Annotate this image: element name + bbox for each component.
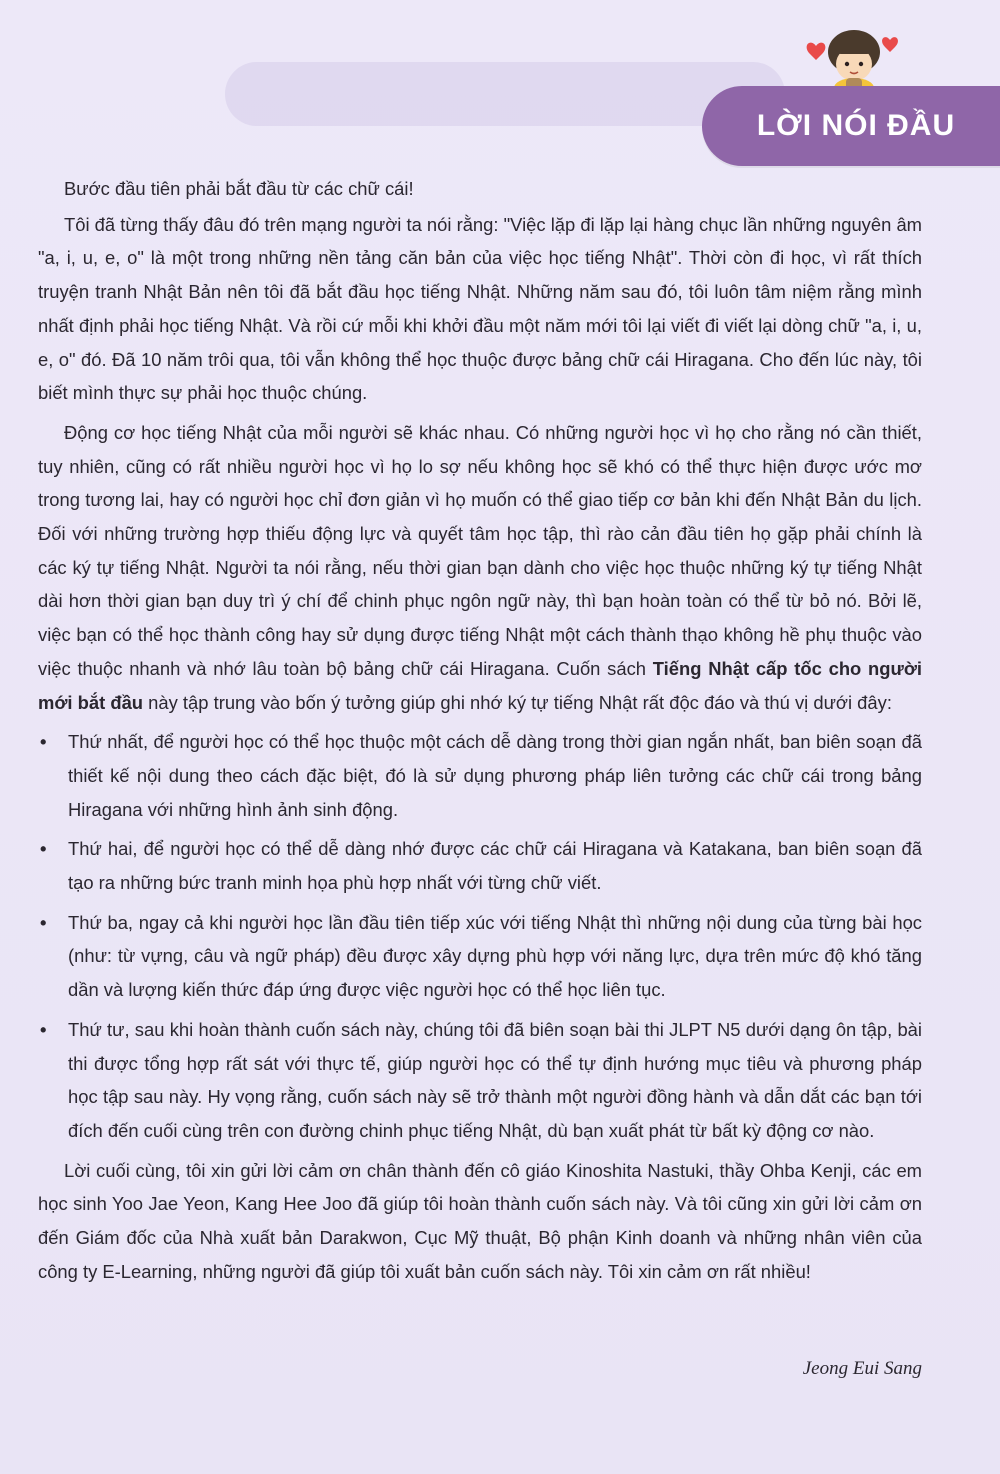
- list-item: [38, 1013, 922, 1148]
- list-item-text: Thứ nhất, để người học có thể học thuộc một cách dễ dàng trong thời gian ngắn nhất, ban biên soạn đã thiết kế nội dung theo cách đặc biệt, đó là sử dụng phương pháp liên tưởng các chữ cái trong bảng Hiragana với những hình ảnh sinh động.: [68, 731, 922, 820]
- list-item: [38, 906, 922, 1007]
- intro-sentence: Bước đầu tiên phải bắt đầu từ các chữ cái!: [64, 178, 414, 199]
- list-item-text: Thứ hai, để người học có thể dễ dàng nhớ được các chữ cái Hiragana và Katakana, ban biên soạn đã tạo ra những bức tranh minh họa phù hợp nhất với từng chữ viết.: [68, 838, 922, 894]
- paragraph-2: [38, 416, 922, 719]
- paragraph-3: Lời cuối cùng, tôi xin gửi lời cảm ơn chân thành đến cô giáo Kinoshita Nastuki, thầy Ohba Kenji, các em học sinh Yoo Jae Yeon, Kang Hee Joo đã giúp tôi hoàn thành cuốn sách này. Và tôi cũng xin gửi lời cảm ơn đến Giám đốc của Nhà xuất bản Darakwon, Cục Mỹ thuật, Bộ phận Kinh doanh và những nhân viên của công ty E-Learning, những người đã giúp tôi xuất bản cuốn sách này. Tôi xin cảm ơn rất nhiều!: [38, 1159, 922, 1282]
- feature-list: [38, 725, 922, 1147]
- list-item: [38, 832, 922, 899]
- paragraph-1: Tôi đã từng thấy đâu đó trên mạng người ta nói rằng: "Việc lặp đi lặp lại hàng chục lần những nguyên âm "a, i, u, e, o" là một trong những nền tảng căn bản của việc học tiếng Nhật". Thời còn đi học, vì rất thích truyện tranh Nhật Bản nên tôi đã bắt đầu học tiếng Nhật. Những năm sau đó, tôi luôn tâm niệm rằng mình nhất định phải học tiếng Nhật. Và rồi cứ mỗi khi khởi đầu một năm mới tôi lại viết đi viết lại dòng chữ "a, i, u, e, o" đó. Đã 10 năm trôi qua, tôi vẫn không thể học thuộc được bảng chữ cái Hiragana. Cho đến lúc này, tôi biết mình thực sự phải học thuộc chúng.: [38, 213, 922, 404]
- bullet-icon: •: [40, 1018, 47, 1040]
- author-signature: Jeong Eui Sang: [802, 1358, 922, 1379]
- preface-body: [38, 172, 922, 1295]
- faded-background-band: [225, 62, 785, 126]
- paragraph-2-text-a: Động cơ học tiếng Nhật của mỗi người sẽ khác nhau. Có những người học vì họ cho rằng nó cần thiết, tuy nhiên, cũng có rất nhiều người học vì họ lo sợ nếu không học sẽ khó có thể thực hiện được ước mơ trong tương lai, hay có người học chỉ đơn giản vì họ muốn có thể giao tiếp cơ bản khi đến Nhật Bản du lịch. Đối với những trường hợp thiếu động lực và quyết tâm học tập, thì rào cản đầu tiên họ gặp phải chính là các ký tự tiếng Nhật. Người ta nói rằng, nếu thời gian bạn dành cho việc học thuộc những ký tự tiếng Nhật dài hơn thời gian bạn duy trì ý chí để chinh phục ngôn ngữ này, thì bạn hoàn toàn có thể từ bỏ nó. Bởi lẽ, việc bạn có thể học thành công hay sử dụng được tiếng Nhật một cách thành thạo không hề phụ thuộc vào việc thuộc nhanh và nhớ lâu toàn bộ bảng chữ cái Hiragana. Cuốn sách: [38, 421, 922, 679]
- book-title-bold: Tiếng Nhật cấp tốc cho người mới bắt đầu: [38, 657, 923, 713]
- section-title: LỜI NÓI ĐẦU: [756, 109, 956, 142]
- list-item-text: Thứ tư, sau khi hoàn thành cuốn sách này, chúng tôi đã biên soạn bài thi JLPT N5 dưới dạng ôn tập, bài thi được tổng hợp rất sát với thực tế, giúp người học có thể tự định hướng mục tiêu và phương pháp học tập sau này. Hy vọng rằng, cuốn sách này sẽ trở thành một người đồng hành và dẫn dắt các bạn tới đích đến cuối cùng trên con đường chinh phục tiếng Nhật, dù bạn xuất phát từ bất kỳ động cơ nào.: [68, 1018, 922, 1141]
- bullet-icon: •: [40, 911, 47, 933]
- section-title-banner: [702, 86, 1000, 166]
- list-item-text: Thứ ba, ngay cả khi người học lần đầu tiên tiếp xúc với tiếng Nhật thì những nội dung của từng bài học (như: từ vựng, câu và ngữ pháp) đều được xây dựng phù hợp với năng lực, dựa trên mức độ khó tăng dần và lượng kiến thức đáp ứng được việc người học có thể học liên tục.: [68, 911, 922, 1001]
- bullet-icon: •: [40, 838, 47, 860]
- bullet-icon: •: [40, 731, 47, 753]
- list-item: [38, 725, 922, 826]
- paragraph-2-text-b: này tập trung vào bốn ý tưởng giúp ghi nhớ ký tự tiếng Nhật rất độc đáo và thú vị dưới đây:: [143, 691, 892, 713]
